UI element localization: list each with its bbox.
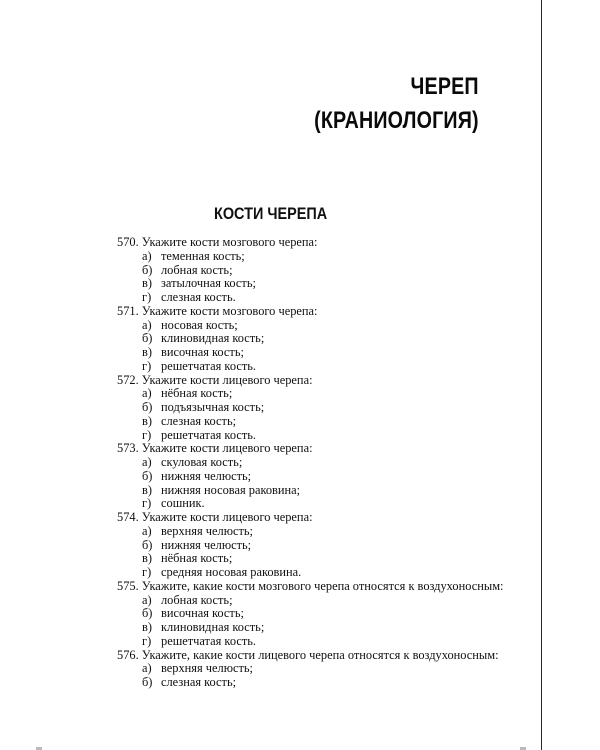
option-text: скуловая кость; [161,455,243,469]
answer-option [117,264,527,278]
option-letter: в) [142,482,152,497]
answer-option [117,291,527,305]
answer-option [117,277,527,291]
option-text: нёбная кость; [161,551,233,566]
answer-options [117,319,527,374]
answer-option [117,319,527,333]
question-text: 576. Укажите, какие кости лицевого черепа относятся к воздухоносным: [117,647,499,662]
option-text: слезная кость; [161,413,237,428]
question-text: 574. Укажите кости лицевого черепа: [117,510,313,524]
option-letter: а) [142,317,152,332]
question-item [117,580,527,649]
answer-option [117,415,527,429]
option-letter: б) [142,606,153,621]
answer-option [117,497,527,511]
question-text: 572. Укажите кости лицевого черепа: [117,372,313,387]
answer-option [117,662,527,676]
option-letter: б) [142,468,153,483]
option-letter: г) [142,427,152,442]
option-text: решетчатая кость. [161,633,256,648]
answer-option [117,539,527,553]
option-text: нижняя челюсть; [161,537,252,552]
answer-option [117,676,527,690]
option-text: верхняя челюсть; [161,523,253,538]
question-item [117,511,527,580]
question-item [117,374,527,443]
option-text: лобная кость; [161,262,233,277]
answer-options [117,456,527,511]
option-text: нижняя носовая раковина; [161,482,301,497]
answer-option [117,470,527,484]
question-text: 575. Укажите, какие кости мозгового черепа относятся к воздухоносным: [117,578,504,593]
option-text: слезная кость; [161,675,237,689]
option-text: слезная кость. [161,290,236,304]
option-text: затылочная кость; [161,276,256,291]
answer-option [117,429,527,443]
option-letter: г) [142,290,152,304]
option-letter: а) [142,455,152,469]
answer-option [117,484,527,498]
answer-option [117,387,527,401]
option-letter: а) [142,661,152,676]
option-letter: б) [142,537,153,552]
answer-option [117,250,527,264]
answer-option [117,621,527,635]
option-letter: в) [142,551,152,566]
answer-option [117,346,527,360]
option-text: теменная кость; [161,248,245,263]
answer-option [117,525,527,539]
question-text: 571. Укажите кости мозгового черепа: [117,303,318,318]
answer-option [117,594,527,608]
question-item [117,442,527,511]
option-letter: а) [142,248,152,263]
section-title [0,203,541,225]
option-letter: в) [142,345,152,359]
chapter-title-line-2: (КРАНИОЛОГИЯ) [314,107,479,134]
option-text: решетчатая кость. [161,427,256,442]
option-letter: б) [142,331,153,346]
answer-option [117,635,527,649]
answer-option [117,401,527,415]
option-text: сошник. [161,496,205,511]
answer-option [117,456,527,470]
option-letter: а) [142,386,152,401]
answer-option [117,552,527,566]
option-letter: г) [142,358,152,373]
question-text: 573. Укажите кости лицевого черепа: [117,441,313,456]
option-letter: а) [142,523,152,538]
option-letter: г) [142,565,152,579]
answer-option [117,360,527,374]
option-text: нёбная кость; [161,386,233,401]
option-text: клиновидная кость; [161,331,265,346]
option-text: решетчатая кость. [161,358,256,373]
answer-options [117,594,527,649]
question-item [117,305,527,374]
option-text: средняя носовая раковина. [161,565,302,579]
answer-options [117,525,527,580]
answer-options [117,250,527,305]
answer-options [117,662,527,690]
option-letter: б) [142,675,153,689]
option-text: носовая кость; [161,317,238,332]
chapter-title [314,70,479,138]
section-title-text: КОСТИ ЧЕРЕПА [213,204,328,223]
option-text: подъязычная кость; [161,400,265,414]
question-item [117,236,527,305]
question-item [117,649,527,690]
option-text: височная кость; [161,606,244,621]
question-list [117,236,527,690]
option-letter: б) [142,400,153,414]
answer-option [117,566,527,580]
option-letter: б) [142,262,153,277]
chapter-title-line-1: ЧЕРЕП [410,73,479,100]
option-letter: г) [142,633,152,648]
option-letter: г) [142,496,152,511]
option-letter: а) [142,592,152,607]
option-text: височная кость; [161,345,244,359]
option-text: лобная кость; [161,592,233,607]
question-text: 570. Укажите кости мозгового черепа: [117,235,318,249]
answer-options [117,387,527,442]
answer-option [117,332,527,346]
option-letter: в) [142,413,152,428]
option-letter: в) [142,620,152,634]
option-letter: в) [142,276,152,291]
scan-background [542,0,600,750]
option-text: клиновидная кость; [161,620,265,634]
option-text: нижняя челюсть; [161,468,252,483]
option-text: верхняя челюсть; [161,661,253,676]
answer-option [117,607,527,621]
